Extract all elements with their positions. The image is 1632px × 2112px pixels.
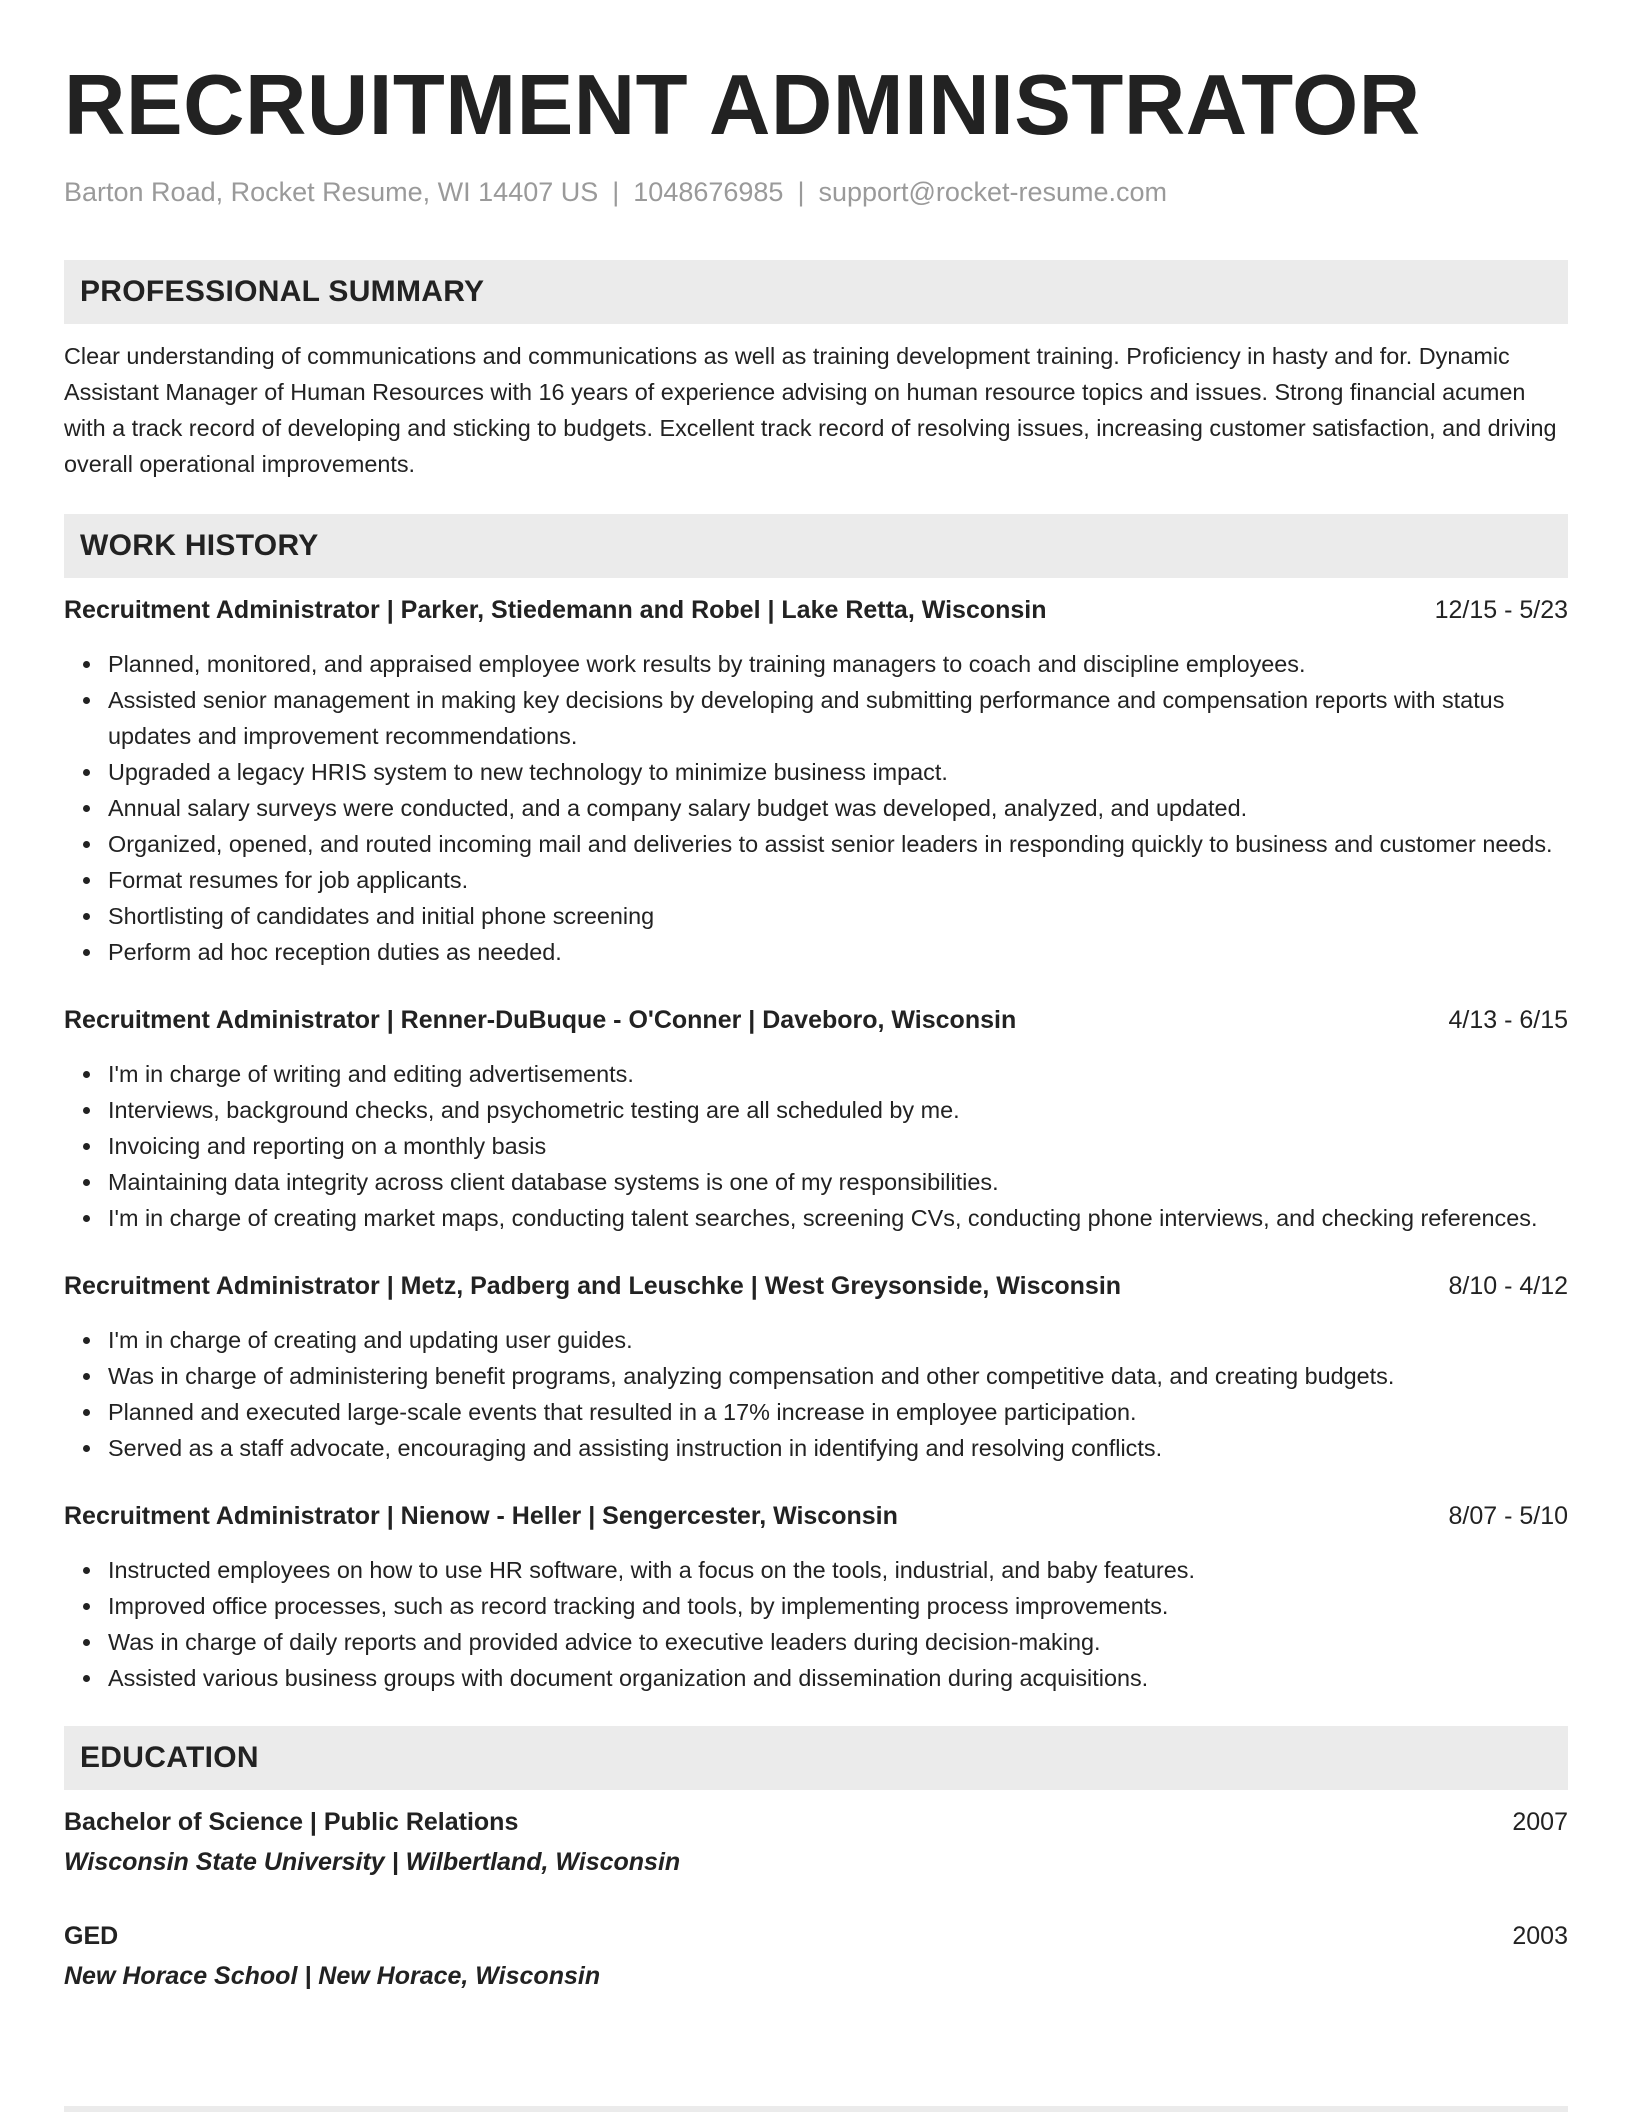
education-school: Wisconsin State University | Wilbertland, Wisconsin <box>64 1848 681 1876</box>
job-bullet: I'm in charge of creating and updating user guides. <box>108 1322 1568 1358</box>
job-bullet: Perform ad hoc reception duties as needed. <box>108 934 1568 970</box>
job-bullets <box>64 646 1568 970</box>
job-title: Recruitment Administrator | Nienow - Heller | Sengercester, Wisconsin <box>64 1502 898 1530</box>
job-bullets <box>64 1056 1568 1236</box>
job-bullet: Upgraded a legacy HRIS system to new technology to minimize business impact. <box>108 754 1568 790</box>
next-section-bar <box>64 2106 1568 2112</box>
job-bullet: Organized, opened, and routed incoming mail and deliveries to assist senior leaders in responding quickly to business and customer needs. <box>108 826 1568 862</box>
job-bullets <box>64 1552 1568 1696</box>
job-bullet: Shortlisting of candidates and initial phone screening <box>108 898 1568 934</box>
section-heading-work-history: WORK HISTORY <box>64 514 1568 578</box>
education-entry <box>64 1918 1568 1994</box>
job-bullet: Assisted various business groups with document organization and dissemination during acquisitions. <box>108 1660 1568 1696</box>
job-bullet: Instructed employees on how to use HR software, with a focus on the tools, industrial, and baby features. <box>108 1552 1568 1588</box>
job-bullet: Planned, monitored, and appraised employee work results by training managers to coach and discipline employees. <box>108 646 1568 682</box>
job-bullet: Invoicing and reporting on a monthly basis <box>108 1128 1568 1164</box>
job-entry <box>64 1498 1568 1696</box>
resume-page <box>64 0 1568 1994</box>
contact-separator: | <box>797 177 805 207</box>
education-year: 2007 <box>1512 1808 1568 1836</box>
job-bullet: Maintaining data integrity across client database systems is one of my responsibilities. <box>108 1164 1568 1200</box>
job-dates: 4/13 - 6/15 <box>1448 1006 1568 1034</box>
job-bullet: Was in charge of administering benefit programs, analyzing compensation and other competitive data, and creating budgets. <box>108 1358 1568 1394</box>
contact-line <box>64 174 1568 210</box>
job-header <box>64 1268 1568 1304</box>
job-title: Recruitment Administrator | Renner-DuBuque - O'Conner | Daveboro, Wisconsin <box>64 1006 1017 1034</box>
job-dates: 12/15 - 5/23 <box>1434 596 1568 624</box>
education-year: 2003 <box>1512 1922 1568 1950</box>
job-bullet: Improved office processes, such as record tracking and tools, by implementing process improvements. <box>108 1588 1568 1624</box>
job-bullet: Interviews, background checks, and psychometric testing are all scheduled by me. <box>108 1092 1568 1128</box>
section-heading-summary: PROFESSIONAL SUMMARY <box>64 260 1568 324</box>
job-title: Recruitment Administrator | Parker, Stiedemann and Robel | Lake Retta, Wisconsin <box>64 596 1047 624</box>
education-header <box>64 1804 1568 1840</box>
job-header <box>64 1498 1568 1534</box>
contact-email: support@rocket-resume.com <box>818 177 1167 207</box>
job-bullets <box>64 1322 1568 1466</box>
education-degree: Bachelor of Science | Public Relations <box>64 1808 519 1836</box>
job-bullet: I'm in charge of creating market maps, conducting talent searches, screening CVs, conducting phone interviews, and checking references. <box>108 1200 1568 1236</box>
job-entry <box>64 1002 1568 1236</box>
job-bullet: I'm in charge of writing and editing advertisements. <box>108 1056 1568 1092</box>
job-entry <box>64 1268 1568 1466</box>
job-header <box>64 592 1568 628</box>
job-bullet: Was in charge of daily reports and provided advice to executive leaders during decision-making. <box>108 1624 1568 1660</box>
job-dates: 8/07 - 5/10 <box>1448 1502 1568 1530</box>
candidate-name: RECRUITMENT ADMINISTRATOR <box>64 58 1421 153</box>
contact-separator: | <box>612 177 620 207</box>
contact-phone: 1048676985 <box>633 177 784 207</box>
education-degree: GED <box>64 1922 119 1950</box>
summary-text: Clear understanding of communications and communications as well as training development training. Proficiency in hasty and for. Dynamic Assistant Manager of Human Resources with 16 years of experience advising on human resource topics and issues. Strong financial acumen with a track record of developing and sticking to budgets. Excellent track record of resolving issues, increasing customer satisfaction, and driving overall operational improvements. <box>64 343 1557 477</box>
job-bullet: Served as a staff advocate, encouraging and assisting instruction in identifying and resolving conflicts. <box>108 1430 1568 1466</box>
job-bullet: Planned and executed large-scale events that resulted in a 17% increase in employee participation. <box>108 1394 1568 1430</box>
education-header <box>64 1918 1568 1954</box>
education-entry <box>64 1804 1568 1880</box>
job-entry <box>64 592 1568 970</box>
section-heading-education: EDUCATION <box>64 1726 1568 1790</box>
job-header <box>64 1002 1568 1038</box>
job-bullet: Format resumes for job applicants. <box>108 862 1568 898</box>
job-title: Recruitment Administrator | Metz, Padberg and Leuschke | West Greysonside, Wisconsin <box>64 1272 1122 1300</box>
education-school: New Horace School | New Horace, Wisconsin <box>64 1962 601 1990</box>
job-bullet: Annual salary surveys were conducted, and a company salary budget was developed, analyzed, and updated. <box>108 790 1568 826</box>
job-bullet: Assisted senior management in making key decisions by developing and submitting performance and compensation reports with status updates and improvement recommendations. <box>108 682 1568 754</box>
contact-address: Barton Road, Rocket Resume, WI 14407 US <box>64 177 599 207</box>
job-dates: 8/10 - 4/12 <box>1448 1272 1568 1300</box>
